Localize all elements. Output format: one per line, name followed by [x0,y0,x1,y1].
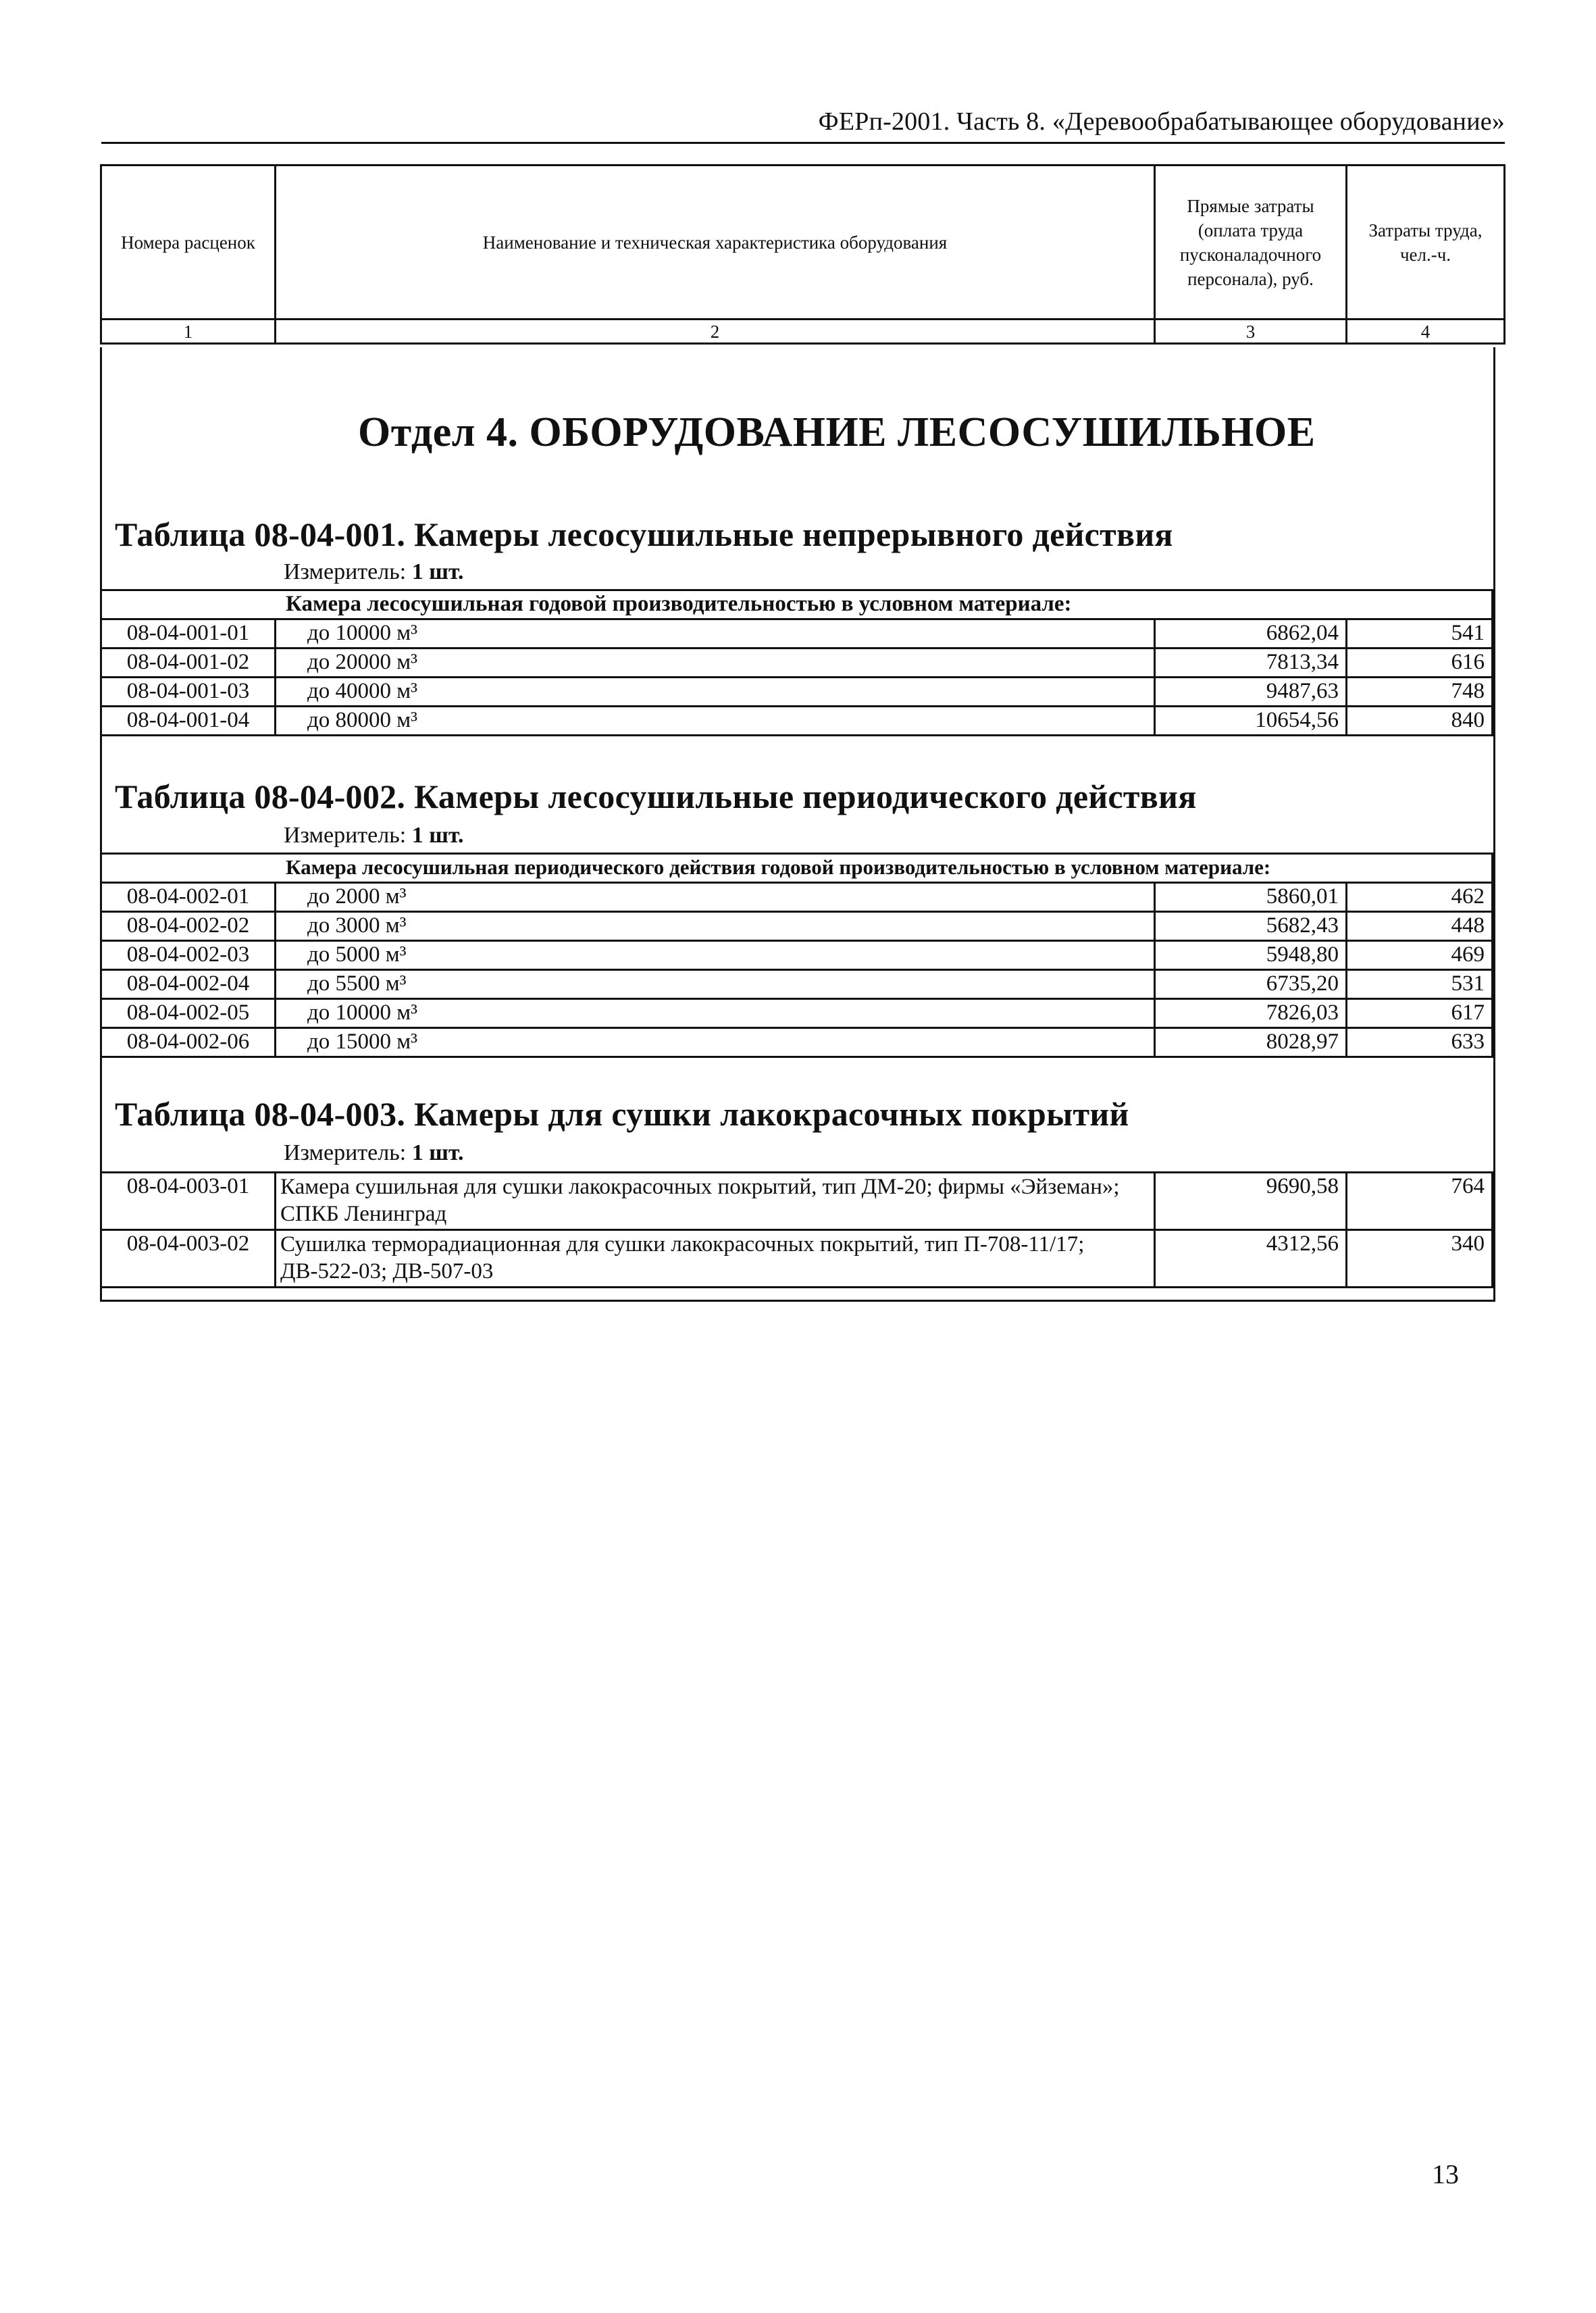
column-header-labor: Затраты труда, чел.-ч. [1347,166,1505,320]
equipment-name: до 2000 м³ [276,883,1155,912]
labor-hours: 840 [1347,707,1493,736]
unit-of-measure: Измеритель: 1 шт. [284,1140,464,1165]
column-number: 4 [1347,320,1505,344]
direct-cost: 7813,34 [1155,649,1347,678]
equipment-name: до 10000 м³ [276,619,1155,649]
rate-code: 08-04-003-02 [101,1230,276,1288]
direct-cost: 5948,80 [1155,941,1347,970]
equipment-name: Сушилка терморадиационная для сушки лакокрасочных покрытий, тип П-708-11/17; ДВ-522-03; ДВ-507-03 [276,1230,1155,1288]
table-row [101,1230,1493,1288]
labor-hours: 462 [1347,883,1493,912]
column-header-name: Наименование и техническая характеристика оборудования [276,166,1155,320]
table-row [101,1173,1493,1230]
rate-code: 08-04-002-05 [101,999,276,1028]
group-heading: Камера лесосушильная годовой производительностью в условном материале: [101,590,1493,619]
column-number: 3 [1155,320,1347,344]
table-row [101,1028,1493,1057]
unit-of-measure: Измеритель: 1 шт. [284,823,464,848]
rate-code: 08-04-001-01 [101,619,276,649]
labor-hours: 340 [1347,1230,1493,1288]
direct-cost: 7826,03 [1155,999,1347,1028]
table-row [101,912,1493,941]
group-heading: Камера лесосушильная периодического действия годовой производительностью в условном материале: [101,854,1493,883]
rate-code: 08-04-002-04 [101,970,276,999]
rates-table-002 [100,853,1493,1058]
equipment-name: до 5000 м³ [276,941,1155,970]
equipment-name: до 80000 м³ [276,707,1155,736]
page-number: 13 [1432,2159,1459,2189]
equipment-name: до 10000 м³ [276,999,1155,1028]
table-row [101,649,1493,678]
rate-code: 08-04-002-06 [101,1028,276,1057]
header-rule [101,142,1505,144]
section-title: Отдел 4. ОБОРУДОВАНИЕ ЛЕСОСУШИЛЬНОЕ [358,409,1316,455]
rate-code: 08-04-002-03 [101,941,276,970]
table-row [101,883,1493,912]
rate-code: 08-04-002-01 [101,883,276,912]
rates-table-003 [100,1171,1493,1288]
direct-cost: 5860,01 [1155,883,1347,912]
equipment-name: до 20000 м³ [276,649,1155,678]
rate-code: 08-04-003-01 [101,1173,276,1230]
column-number-row [101,320,1505,344]
running-title: ФЕРп-2001. Часть 8. «Деревообрабатывающее оборудование» [818,107,1505,136]
table-title: Таблица 08-04-001. Камеры лесосушильные непрерывного действия [115,515,1173,553]
labor-hours: 748 [1347,678,1493,707]
equipment-name: до 5500 м³ [276,970,1155,999]
labor-hours: 541 [1347,619,1493,649]
table-row [101,619,1493,649]
equipment-name: до 3000 м³ [276,912,1155,941]
direct-cost: 8028,97 [1155,1028,1347,1057]
equipment-name: Камера сушильная для сушки лакокрасочных покрытий, тип ДМ-20; фирмы «Эйземан»; СПКБ Ленинград [276,1173,1155,1230]
table-row [101,941,1493,970]
labor-hours: 448 [1347,912,1493,941]
direct-cost: 10654,56 [1155,707,1347,736]
rate-code: 08-04-001-03 [101,678,276,707]
table-row [101,678,1493,707]
rate-code: 08-04-002-02 [101,912,276,941]
unit-of-measure: Измеритель: 1 шт. [284,559,464,584]
table-title: Таблица 08-04-002. Камеры лесосушильные периодического действия [115,778,1197,815]
table-title: Таблица 08-04-003. Камеры для сушки лакокрасочных покрытий [115,1095,1129,1133]
column-header-direct-costs: Прямые затраты (оплата труда пусконаладочного персонала), руб. [1155,166,1347,320]
equipment-name: до 15000 м³ [276,1028,1155,1057]
direct-cost: 4312,56 [1155,1230,1347,1288]
direct-cost: 6735,20 [1155,970,1347,999]
rates-table-001 [100,589,1493,736]
column-number: 1 [101,320,276,344]
column-header-row [101,166,1505,320]
direct-cost: 9690,58 [1155,1173,1347,1230]
group-heading-row [101,854,1493,883]
labor-hours: 531 [1347,970,1493,999]
labor-hours: 633 [1347,1028,1493,1057]
rate-code: 08-04-001-04 [101,707,276,736]
table-row [101,970,1493,999]
direct-cost: 5682,43 [1155,912,1347,941]
column-header-codes: Номера расценок [101,166,276,320]
column-number: 2 [276,320,1155,344]
labor-hours: 469 [1347,941,1493,970]
rate-code: 08-04-001-02 [101,649,276,678]
direct-cost: 9487,63 [1155,678,1347,707]
table-row [101,999,1493,1028]
equipment-name: до 40000 м³ [276,678,1155,707]
labor-hours: 764 [1347,1173,1493,1230]
labor-hours: 616 [1347,649,1493,678]
group-heading-row [101,590,1493,619]
table-row [101,707,1493,736]
labor-hours: 617 [1347,999,1493,1028]
direct-cost: 6862,04 [1155,619,1347,649]
column-header-table [100,164,1505,345]
